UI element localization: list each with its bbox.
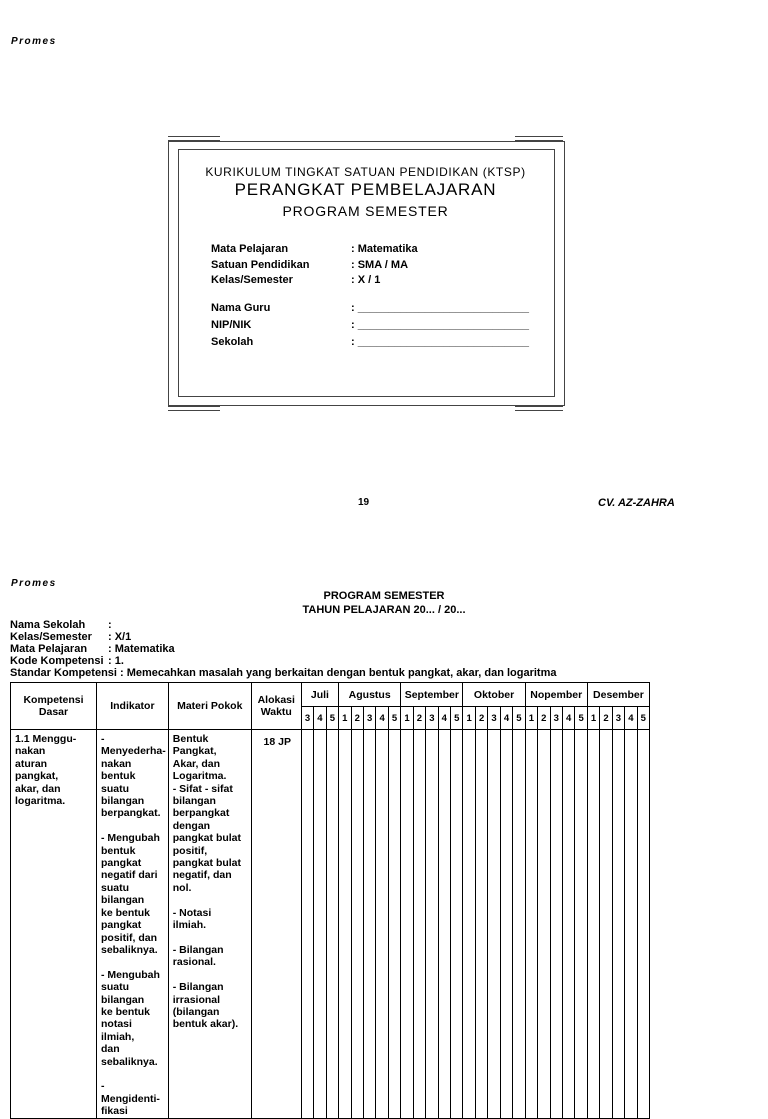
schedule-cell — [550, 730, 562, 1119]
cell-indikator: - Menyederha- nakan bentuk suatu bilangan berpangkat. - Mengubah bentuk pangkat negatif dari suatu bilangan ke bentuk pangkat positif, dan sebaliknya. - Mengubah suatu bilangan ke bentuk notasi ilmiah, dan sebaliknya. - Mengidenti- fikasi — [97, 730, 169, 1119]
schedule-cell — [637, 730, 649, 1119]
schedule-cell — [463, 730, 475, 1119]
schedule-cell — [612, 730, 624, 1119]
month-header: Agustus — [339, 683, 401, 707]
cover-field-label: Sekolah — [211, 336, 254, 348]
meta-value: : X/1 — [108, 631, 132, 643]
week-header: 4 — [314, 707, 326, 730]
month-header: Desember — [587, 683, 649, 707]
schedule-cell — [376, 730, 388, 1119]
schedule-cell — [625, 730, 637, 1119]
cover-field-label: Mata Pelajaran — [211, 243, 289, 255]
week-header: 4 — [438, 707, 450, 730]
cover-field-value: : ____________________________ — [351, 336, 530, 348]
week-header: 3 — [488, 707, 500, 730]
schedule-cell — [488, 730, 500, 1119]
program-semester-title: PROGRAM SEMESTER — [323, 590, 445, 602]
schedule-cell — [438, 730, 450, 1119]
cover-field-label: Nama Guru — [211, 302, 271, 314]
month-header: Juli — [301, 683, 338, 707]
week-header: 2 — [538, 707, 550, 730]
page-header: Promes — [11, 578, 57, 589]
week-header: 5 — [575, 707, 587, 730]
schedule-cell — [363, 730, 375, 1119]
cell-kd: 1.1 Menggu- nakan aturan pangkat, akar, dan logaritma. — [11, 730, 97, 1119]
week-header: 5 — [326, 707, 338, 730]
standar-kompetensi: Standar Kompetensi : Memecahkan masalah yang berkaitan dengan bentuk pangkat, akar, dan logaritma — [10, 667, 557, 679]
cover-field-label: Satuan Pendidikan — [211, 259, 310, 271]
schedule-cell — [388, 730, 400, 1119]
week-header: 2 — [351, 707, 363, 730]
col-header-alokasi: Alokasi Waktu — [251, 683, 301, 730]
week-header: 3 — [550, 707, 562, 730]
schedule-cell — [587, 730, 599, 1119]
cover-title-ktsp: KURIKULUM TINGKAT SATUAN PENDIDIKAN (KTSP) — [205, 165, 526, 179]
month-header: September — [401, 683, 463, 707]
col-header-indikator: Indikator — [97, 683, 169, 730]
week-header: 4 — [500, 707, 512, 730]
meta-label: Kelas/Semester — [10, 631, 92, 643]
schedule-cell — [575, 730, 587, 1119]
schedule-cell — [538, 730, 550, 1119]
week-header: 3 — [363, 707, 375, 730]
week-header: 5 — [388, 707, 400, 730]
meta-label: Nama Sekolah — [10, 619, 86, 631]
schedule-cell — [451, 730, 463, 1119]
meta-value: : 1. — [108, 655, 124, 667]
cover-field-value: : ____________________________ — [351, 302, 530, 314]
col-header-kd: Kompetensi Dasar — [11, 683, 97, 730]
publisher-name: CV. AZ-ZAHRA — [598, 497, 675, 509]
schedule-cell — [401, 730, 413, 1119]
schedule-cell — [525, 730, 537, 1119]
meta-value: : Matematika — [108, 643, 175, 655]
corner-ornament — [515, 406, 563, 411]
cover-field-value: : SMA / MA — [351, 259, 409, 271]
schedule-cell — [513, 730, 525, 1119]
cover-field-value: : X / 1 — [351, 274, 381, 286]
cover-field-label: Kelas/Semester — [211, 274, 293, 286]
schedule-cell — [426, 730, 438, 1119]
col-header-materi: Materi Pokok — [168, 683, 251, 730]
cell-alokasi: 18 JP — [251, 730, 301, 1119]
schedule-cell — [413, 730, 425, 1119]
meta-label: Kode Kompetensi — [10, 655, 104, 667]
week-header: 1 — [587, 707, 599, 730]
week-header: 3 — [612, 707, 624, 730]
week-header: 5 — [637, 707, 649, 730]
schedule-cell — [475, 730, 487, 1119]
schedule-cell — [301, 730, 313, 1119]
week-header: 1 — [401, 707, 413, 730]
meta-label: Mata Pelajaran — [10, 643, 88, 655]
week-header: 3 — [301, 707, 313, 730]
schedule-cell — [562, 730, 574, 1119]
schedule-table — [10, 682, 650, 1119]
week-header: 5 — [513, 707, 525, 730]
week-header: 1 — [339, 707, 351, 730]
cover-field-value: : ____________________________ — [351, 319, 530, 331]
week-header: 3 — [426, 707, 438, 730]
cover-field-label: NIP/NIK — [211, 319, 252, 331]
cover-title-program: PROGRAM SEMESTER — [282, 203, 449, 219]
week-header: 1 — [463, 707, 475, 730]
week-header: 2 — [600, 707, 612, 730]
schedule-cell — [314, 730, 326, 1119]
cell-materi: Bentuk Pangkat, Akar, dan Logaritma. - Sifat - sifat bilangan berpangkat dengan pangkat bulat positif, pangkat bulat negatif, dan nol. - Notasi ilmiah. - Bilangan rasional. - Bilangan irrasional (bilangan bentuk akar). — [168, 730, 251, 1119]
week-header: 2 — [475, 707, 487, 730]
corner-ornament — [168, 136, 220, 141]
page-number: 19 — [358, 497, 370, 508]
corner-ornament — [168, 406, 220, 411]
meta-value: : — [108, 619, 112, 631]
week-header: 4 — [562, 707, 574, 730]
schedule-cell — [339, 730, 351, 1119]
week-header: 2 — [413, 707, 425, 730]
corner-ornament — [515, 136, 563, 141]
cover-field-value: : Matematika — [351, 243, 418, 255]
schedule-cell — [600, 730, 612, 1119]
week-header: 4 — [376, 707, 388, 730]
page-header: Promes — [11, 36, 57, 47]
schedule-cell — [326, 730, 338, 1119]
week-header: 4 — [625, 707, 637, 730]
schedule-cell — [500, 730, 512, 1119]
week-header: 5 — [451, 707, 463, 730]
month-header: Nopember — [525, 683, 587, 707]
week-header: 1 — [525, 707, 537, 730]
schedule-cell — [351, 730, 363, 1119]
tahun-pelajaran-title: TAHUN PELAJARAN 20... / 20... — [302, 604, 466, 616]
cover-title-perangkat: PERANGKAT PEMBELAJARAN — [234, 180, 497, 199]
month-header: Oktober — [463, 683, 525, 707]
